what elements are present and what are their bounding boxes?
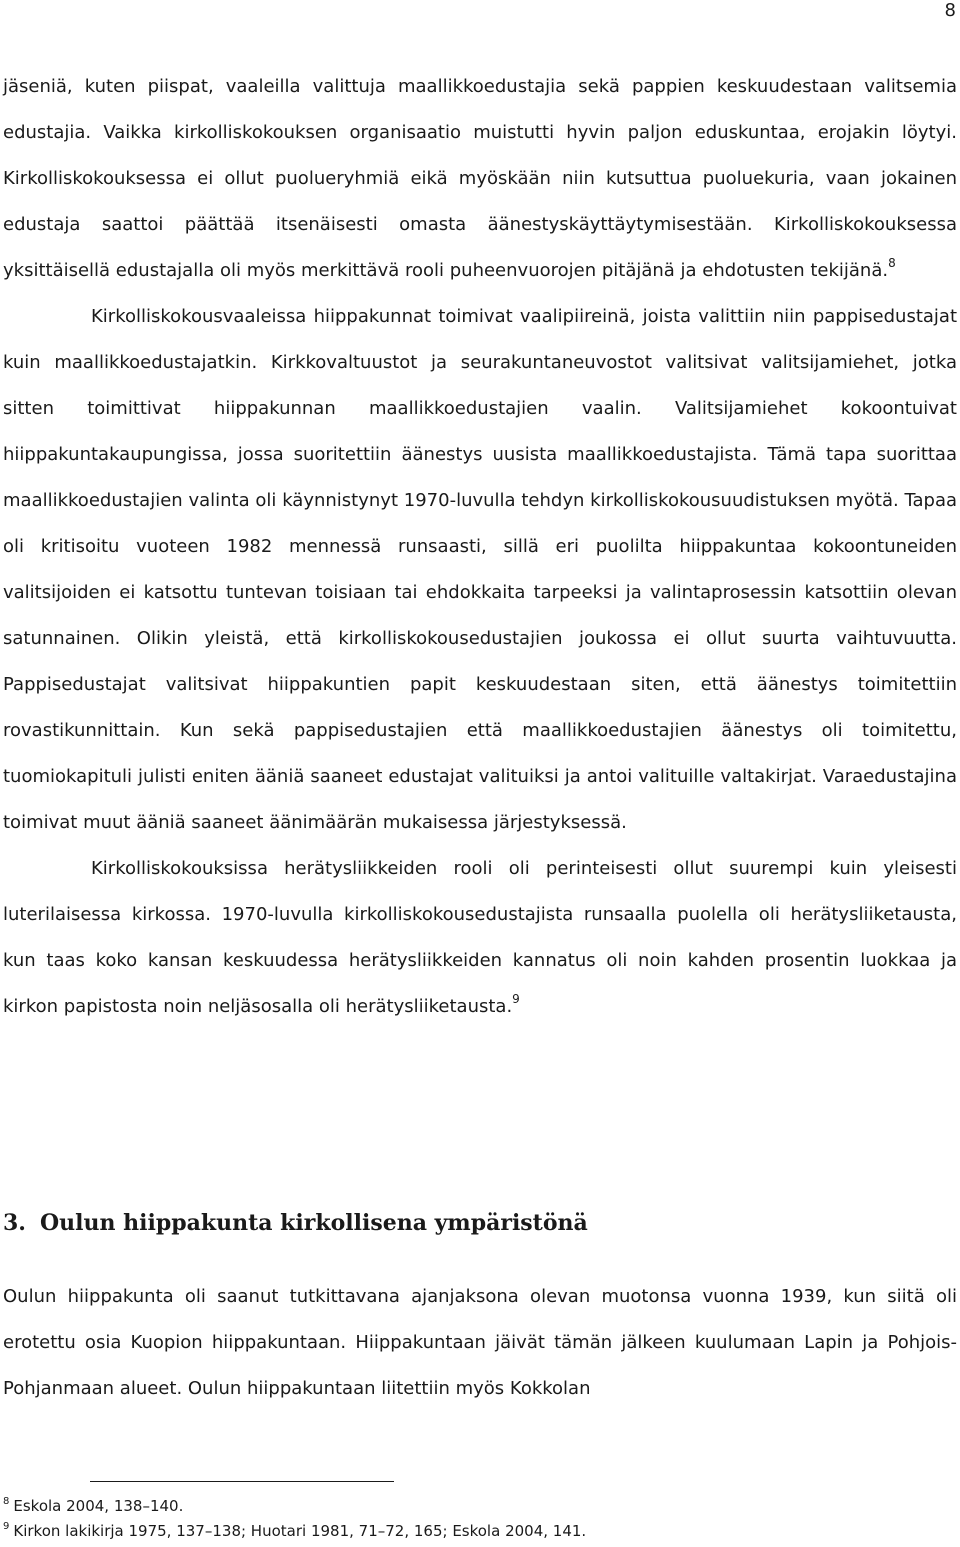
footnote-divider — [90, 1481, 394, 1482]
section-paragraph: Oulun hiippakunta oli saanut tutkittavana ajanjaksona olevan muotonsa vuonna 1939, kun siitä oli erotettu osia Kuopion hiippakuntaan. Hiippakuntaan jäivät tämän jälkeen kuulumaan Lapin ja Pohjois-Pohjanmaan alueet. Oulun hiippakuntaan liitettiin myös Kokkolan — [3, 1286, 957, 1399]
paragraph-3 — [3, 846, 957, 1030]
paragraph-2-text: Kirkolliskokousvaaleissa hiippakunnat toimivat vaalipiireinä, joista valittiin niin pappisedustajat kuin maallikkoedustajatkin. Kirkkovaltuustot ja seurakuntaneuvostot valitsivat valitsijamiehet, jotka sitten toimittivat hiippakunnan maallikkoedustajien vaalin. Valitsijamiehet kokoontuivat hiippakuntakaupungissa, jossa suoritettiin äänestys uusista maallikkoedustajista. Tämä tapa suorittaa maallikkoedustajien valinta oli käynnistynyt 1970-luvulla tehdyn kirkolliskokousuudistuksen myötä. Tapaa oli kritisoitu vuoteen 1982 mennessä runsaasti, sillä eri puolilta hiippakuntaa kokoontuneiden valitsijoiden ei katsottu tuntevan toisiaan tai ehdokkaita tarpeeksi ja valintaprosessin katsottiin olevan satunnainen. Olikin yleistä, että kirkolliskokousedustajien joukossa ei ollut suurta vaihtuvuutta. Pappisedustajat valitsivat hiippakuntien papit keskuudestaan siten, että äänestys toimitettiin rovastikunnittain. Kun sekä pappisedustajien että maallikkoedustajien äänestys oli toimitettu, tuomiokapituli julisti eniten ääniä saaneet edustajat valituiksi ja antoi valituille valtakirjat. Varaedustajina toimivat muut ääniä saaneet äänimäärän mukaisessa järjestyksessä. — [3, 306, 957, 833]
body-text — [3, 64, 957, 1030]
section-title: Oulun hiippakunta kirkollisena ympäristönä — [39, 1210, 588, 1236]
section-body — [3, 1274, 957, 1412]
footnote-number-8: 8 — [3, 1496, 10, 1507]
section-number: 3. — [3, 1210, 26, 1236]
footnote-number-9: 9 — [3, 1521, 10, 1532]
footnote-text-8: Eskola 2004, 138–140. — [13, 1497, 184, 1515]
paragraph-2 — [3, 294, 957, 846]
paragraph-1-text: jäseniä, kuten piispat, vaaleilla valittuja maallikkoedustajia sekä pappien keskuudestaan valitsemia edustajia. Vaikka kirkolliskokouksen organisaatio muistutti hyvin paljon eduskuntaa, erojakin löytyi. Kirkolliskokouksessa ei ollut puolueryhmiä eikä myöskään niin kutsuttua puoluekuria, vaan jokainen edustaja saattoi päättää itsenäisesti omasta äänestyskäyttäytymisestään. Kirkolliskokouksessa yksittäisellä edustajalla oli myös merkittävä rooli puheenvuorojen pitäjänä ja ehdotusten tekijänä. — [3, 76, 957, 281]
page-number: 8 — [944, 0, 956, 21]
footnote-9 — [3, 1519, 586, 1544]
footnotes — [3, 1494, 586, 1544]
footnote-ref-9[interactable]: 9 — [512, 992, 520, 1006]
paragraph-1 — [3, 64, 957, 294]
paragraph-3-text: Kirkolliskokouksissa herätysliikkeiden rooli oli perinteisesti ollut suurempi kuin yleisesti luterilaisessa kirkossa. 1970-luvulla kirkolliskokousedustajista runsaalla puolella oli herätysliiketausta, kun taas koko kansan keskuudessa herätysliikkeiden kannatus oli noin kahden prosentin luokkaa ja kirkon papistosta noin neljäsosalla oli herätysliiketausta. — [3, 858, 957, 1017]
footnote-8 — [3, 1494, 586, 1519]
footnote-text-9: Kirkon lakikirja 1975, 137–138; Huotari 1981, 71–72, 165; Eskola 2004, 141. — [13, 1522, 587, 1540]
footnote-ref-8[interactable]: 8 — [888, 256, 896, 270]
section-heading — [3, 1205, 588, 1241]
